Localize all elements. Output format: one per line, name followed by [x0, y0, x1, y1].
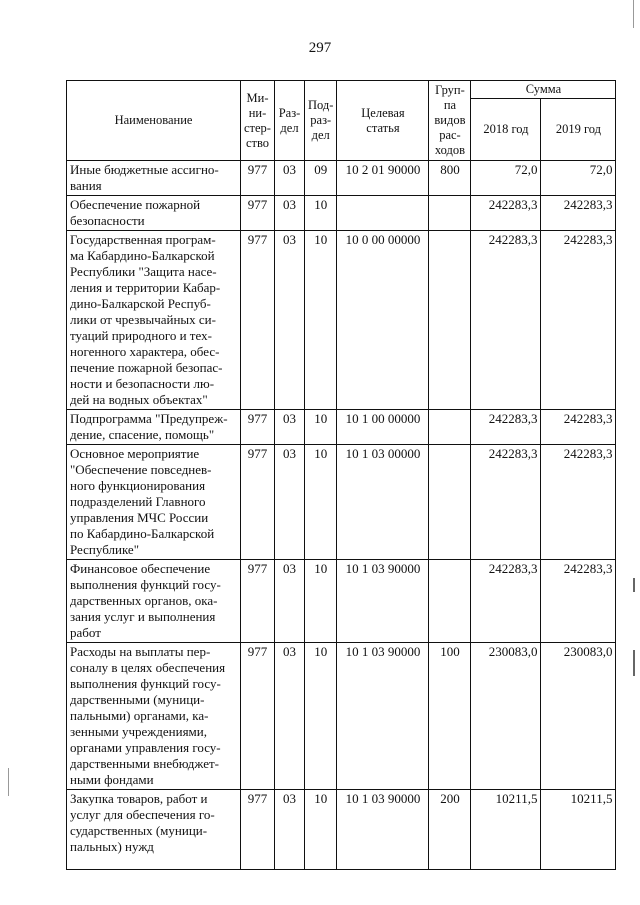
- row-subsection: 10: [305, 790, 337, 870]
- row-section: 03: [275, 410, 305, 445]
- row-expense-group: [429, 560, 471, 643]
- header-year-2018: 2018 год: [471, 99, 541, 161]
- row-target-article: 10 1 03 90000: [337, 560, 429, 643]
- row-amount-2018: 10211,5: [471, 790, 541, 870]
- header-target-article: Целевая статья: [337, 81, 429, 161]
- table-row: [67, 560, 616, 643]
- row-section: 03: [275, 196, 305, 231]
- scan-edge-mark: [633, 650, 635, 676]
- row-amount-2019: 242283,3: [541, 445, 616, 560]
- row-expense-group: [429, 231, 471, 410]
- row-section: 03: [275, 161, 305, 196]
- row-name: Основное мероприятие "Обеспечение повседнев- ного функционирования подразделений Главного управления МЧС России по Кабардино-Балкарской Республике": [67, 445, 241, 560]
- row-amount-2018: 242283,3: [471, 196, 541, 231]
- row-amount-2018: 242283,3: [471, 560, 541, 643]
- row-amount-2019: 242283,3: [541, 410, 616, 445]
- row-expense-group: [429, 196, 471, 231]
- row-amount-2018: 72,0: [471, 161, 541, 196]
- row-amount-2019: 242283,3: [541, 560, 616, 643]
- table-row: [67, 790, 616, 870]
- row-amount-2019: 10211,5: [541, 790, 616, 870]
- row-subsection: 09: [305, 161, 337, 196]
- header-ministry: Ми- ни- стер- ство: [241, 81, 275, 161]
- scan-edge-mark: [633, 578, 635, 592]
- row-expense-group: 800: [429, 161, 471, 196]
- row-subsection: 10: [305, 196, 337, 231]
- row-ministry: 977: [241, 445, 275, 560]
- row-target-article: 10 2 01 90000: [337, 161, 429, 196]
- row-subsection: 10: [305, 560, 337, 643]
- row-expense-group: 200: [429, 790, 471, 870]
- row-section: 03: [275, 560, 305, 643]
- budget-table: [66, 80, 616, 870]
- row-subsection: 10: [305, 643, 337, 790]
- table-row: [67, 231, 616, 410]
- row-target-article: 10 1 03 00000: [337, 445, 429, 560]
- row-amount-2019: 242283,3: [541, 196, 616, 231]
- row-ministry: 977: [241, 231, 275, 410]
- header-year-2019: 2019 год: [541, 99, 616, 161]
- row-name: Государственная програм- ма Кабардино-Балкарской Республики "Защита насе- ления и территории Кабар- дино-Балкарской Респуб- лики от чрезвычайных си- туаций природного и тех- ногенного характера, обес- печение пожарной безопас- ности и безопасности лю- дей на водных объектах": [67, 231, 241, 410]
- page-number: 297: [308, 40, 332, 56]
- row-name: Расходы на выплаты пер- соналу в целях обеспечения выполнения функций госу- дарственными (муници- пальными) органами, ка- зенными учреждениями, органами управления госу- дарственными внебюджет- ными фондами: [67, 643, 241, 790]
- table-row: [67, 643, 616, 790]
- row-target-article: 10 1 03 90000: [337, 790, 429, 870]
- row-amount-2019: 242283,3: [541, 231, 616, 410]
- row-amount-2018: 242283,3: [471, 410, 541, 445]
- row-name: Закупка товаров, работ и услуг для обеспечения го- сударственных (муници- пальных) нужд: [67, 790, 241, 870]
- header-section: Раз- дел: [275, 81, 305, 161]
- row-ministry: 977: [241, 560, 275, 643]
- header-name: Наименование: [67, 81, 241, 161]
- row-name: Подпрограмма "Предупреж- дение, спасение, помощь": [67, 410, 241, 445]
- scan-gutter-mark: [8, 768, 9, 796]
- row-amount-2019: 72,0: [541, 161, 616, 196]
- row-ministry: 977: [241, 196, 275, 231]
- scan-edge-mark: [633, 0, 634, 28]
- row-name: Обеспечение пожарной безопасности: [67, 196, 241, 231]
- row-target-article: 10 1 00 00000: [337, 410, 429, 445]
- row-ministry: 977: [241, 161, 275, 196]
- row-subsection: 10: [305, 231, 337, 410]
- row-target-article: 10 1 03 90000: [337, 643, 429, 790]
- row-section: 03: [275, 643, 305, 790]
- row-section: 03: [275, 445, 305, 560]
- row-amount-2019: 230083,0: [541, 643, 616, 790]
- row-ministry: 977: [241, 643, 275, 790]
- row-section: 03: [275, 790, 305, 870]
- row-expense-group: 100: [429, 643, 471, 790]
- row-name: Иные бюджетные ассигно- вания: [67, 161, 241, 196]
- row-expense-group: [429, 410, 471, 445]
- row-expense-group: [429, 445, 471, 560]
- header-subsection: Под- раз- дел: [305, 81, 337, 161]
- row-target-article: [337, 196, 429, 231]
- row-name: Финансовое обеспечение выполнения функций госу- дарственных органов, ока- зания услуг и выполнения работ: [67, 560, 241, 643]
- header-expense-group: Груп- па видов рас- ходов: [429, 81, 471, 161]
- row-amount-2018: 242283,3: [471, 445, 541, 560]
- table-row: [67, 445, 616, 560]
- row-subsection: 10: [305, 445, 337, 560]
- table-row: [67, 410, 616, 445]
- row-ministry: 977: [241, 790, 275, 870]
- row-subsection: 10: [305, 410, 337, 445]
- row-section: 03: [275, 231, 305, 410]
- row-amount-2018: 230083,0: [471, 643, 541, 790]
- header-sum: Сумма: [471, 81, 616, 99]
- row-amount-2018: 242283,3: [471, 231, 541, 410]
- table-row: [67, 196, 616, 231]
- row-ministry: 977: [241, 410, 275, 445]
- row-target-article: 10 0 00 00000: [337, 231, 429, 410]
- table-row: [67, 161, 616, 196]
